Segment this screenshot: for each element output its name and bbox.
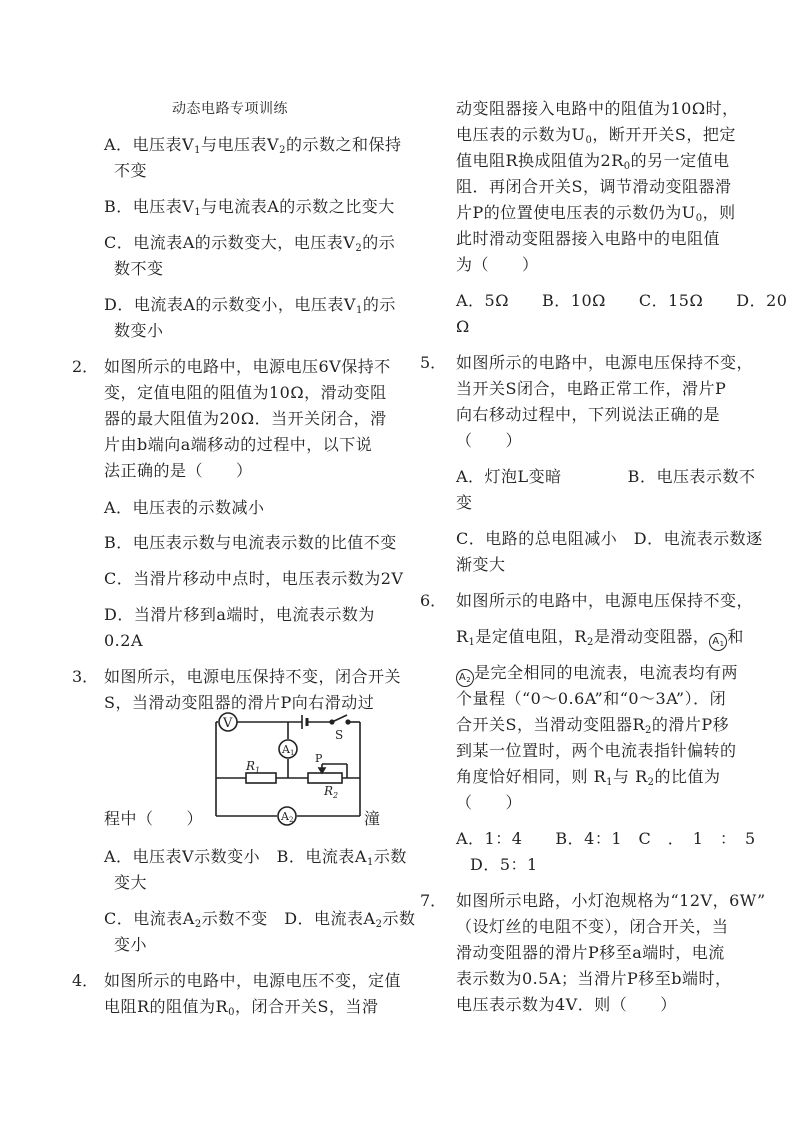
- q5-number: 5．: [420, 353, 447, 372]
- r1-label: $R_1$: [246, 759, 261, 775]
- q3-stem-line: 程中（ ）: [104, 809, 204, 828]
- q7-stem-line: 表示数为0.5A；当滑片P移至b端时，: [456, 969, 732, 988]
- q4-stem-line: 阻．再闭合开关S，调节滑动变阻器滑: [456, 177, 732, 196]
- resistor-r2: [308, 773, 342, 783]
- page-title: 动态电路专项训练: [172, 101, 288, 117]
- q1-option-c-cont: 数不变: [114, 259, 164, 278]
- q6-options: A．1：4 B．4：1 C ． 1 ： 5: [456, 829, 756, 848]
- q6-number: 6．: [420, 591, 447, 610]
- q3-option-ab: A．电压表V示数变小 B．电流表$A_1$示数: [104, 847, 407, 868]
- q5-option-ab: A．灯泡L变暗 B．电压表示数不: [456, 467, 756, 486]
- resistor-r1: [246, 773, 276, 783]
- q2-stem-line: 变，定值电阻的阻值为10Ω，滑动变阻: [104, 383, 387, 402]
- q1-option-d: D．电流表A的示数变小，电压表$V_1$的示: [104, 295, 396, 316]
- q2-option-b: B．电压表示数与电流表示数的比值不变: [104, 533, 397, 552]
- q1-option-d-cont: 数变小: [114, 321, 164, 340]
- q7-stem-line: （设灯丝的电阻不变），闭合开关，当: [456, 917, 729, 936]
- q4-stem-line: 电阻R的阻值为$R_0$，闭合开关S，当滑: [104, 997, 379, 1018]
- r2-label: $R_2$: [324, 784, 339, 800]
- q3-stem-line: S，当滑动变阻器的滑片P向右滑动过: [104, 693, 375, 712]
- q2-option-d: D．当滑片移到a端时，电流表示数为: [104, 605, 375, 624]
- q3-number: 3．: [72, 667, 99, 686]
- q6-stem-line: （ ）: [456, 793, 523, 812]
- q7-number: 7．: [420, 891, 447, 910]
- q4-options: A．5Ω B．10Ω C．15Ω D．20: [456, 291, 788, 310]
- q5-option-cd: C．电路的总电阻减小 D．电流表示数逐: [456, 529, 763, 548]
- q4-stem-line: 片P的位置使电压表的示数仍为$U_0$，则: [456, 203, 736, 224]
- q4-stem-line: 如图所示的电路中，电源电压不变，定值: [104, 971, 402, 990]
- q1-option-c: C．电流表A的示数变大，电压表$V_2$的示: [104, 233, 396, 254]
- q6-options-cont: D．5：1: [470, 855, 538, 874]
- q3-option-cd-cont: 变小: [114, 935, 148, 954]
- stray-character: 潼: [364, 809, 381, 828]
- q4-stem-line: 为（ ）: [456, 255, 539, 274]
- voltmeter-label: V: [223, 716, 233, 731]
- ammeter-a1-label: A1: [282, 743, 295, 757]
- q3-stem-line: 如图所示，电源电压保持不变，闭合开关: [104, 667, 402, 686]
- q4-options-cont: Ω: [456, 317, 470, 336]
- q1-option-b: B．电压表$V_1$与电流表A的示数之比变大: [104, 197, 395, 218]
- q2-stem-line: 如图所示的电路中，电源电压6V保持不: [104, 357, 391, 376]
- q5-option-cd-cont: 渐变大: [456, 555, 506, 574]
- q4-stem-line: 电压表的示数为$U_0$，断开开关S，把定: [456, 125, 736, 146]
- ammeter-a1-icon: $A_1$: [709, 633, 727, 651]
- q6-stem-line: 角度恰好相同，则 $R_1$与 $R_2$的比值为: [456, 767, 721, 788]
- q4-stem-line: 动变阻器接入电路中的阻值为10Ω时，: [456, 99, 739, 118]
- q5-stem-line: （ ）: [456, 431, 523, 450]
- q1-option-a-cont: 不变: [114, 161, 148, 180]
- q5-stem-line: 向右移动过程中，下列说法正确的是: [456, 405, 721, 424]
- q2-option-c: C．当滑片移动中点时，电压表示数为2V: [104, 569, 404, 588]
- ammeter-a2-label: A2: [281, 810, 294, 824]
- q5-option-ab-cont: 变: [456, 493, 473, 512]
- switch-label: S: [335, 728, 344, 742]
- q1-option-a: A．电压表$V_1$与电压表$V_2$的示数之和保持: [104, 135, 402, 156]
- q2-stem-line: 片由b端向a端移动的过程中，以下说: [104, 435, 373, 454]
- q2-option-d-cont: 0.2A: [104, 631, 143, 650]
- q2-number: 2．: [72, 357, 99, 376]
- q5-stem-line: 当开关S闭合，电路正常工作，滑片P: [456, 379, 727, 398]
- switch-blade: [332, 715, 347, 722]
- ammeter-a2-icon: $A_2$: [456, 669, 474, 687]
- q7-stem-line: 滑动变阻器的滑片P移至a端时，电流: [456, 943, 725, 962]
- q4-stem-line: 值电阻R换成阻值为$2R_0$的另一定值电: [456, 151, 730, 172]
- q6-stem-line: 如图所示的电路中，电源电压保持不变，: [456, 591, 754, 610]
- q3-option-cd: C．电流表$A_2$示数不变 D．电流表$A_2$示数: [104, 909, 416, 930]
- q2-option-a: A．电压表的示数减小: [104, 498, 265, 517]
- q4-stem-line: 此时滑动变阻器接入电路中的电阻值: [456, 229, 721, 248]
- q7-stem-line: 电压表示数为4V．则（ ）: [456, 995, 677, 1014]
- q5-stem-line: 如图所示的电路中，电源电压保持不变，: [456, 353, 754, 372]
- q7-stem-line: 如图所示电路，小灯泡规格为“12V，6W”: [456, 891, 766, 910]
- q6-stem-line: $A_2$ 是完全相同的电流表，电流表均有两: [456, 662, 738, 684]
- q4-number: 4．: [72, 971, 99, 990]
- q6-stem-line: 合开关S，当滑动变阻器$R_2$的滑片P移: [456, 715, 730, 736]
- slider-label: P: [315, 752, 323, 765]
- q6-stem-line: 到某一位置时，两个电流表指针偏转的: [456, 741, 737, 760]
- q3-option-ab-cont: 变大: [114, 873, 148, 892]
- q2-stem-line: 法正确的是（ ）: [104, 461, 253, 480]
- q6-stem-line: $R_1$是定值电阻，$R_2$是滑动变阻器， $A_1$ 和: [456, 626, 744, 648]
- q3-circuit-diagram: [210, 712, 382, 828]
- q6-stem-line: 个量程（“0～0.6A”和“0～3A”）．闭: [456, 689, 727, 708]
- q2-stem-line: 器的最大阻值为20Ω．当开关闭合，滑: [104, 409, 387, 428]
